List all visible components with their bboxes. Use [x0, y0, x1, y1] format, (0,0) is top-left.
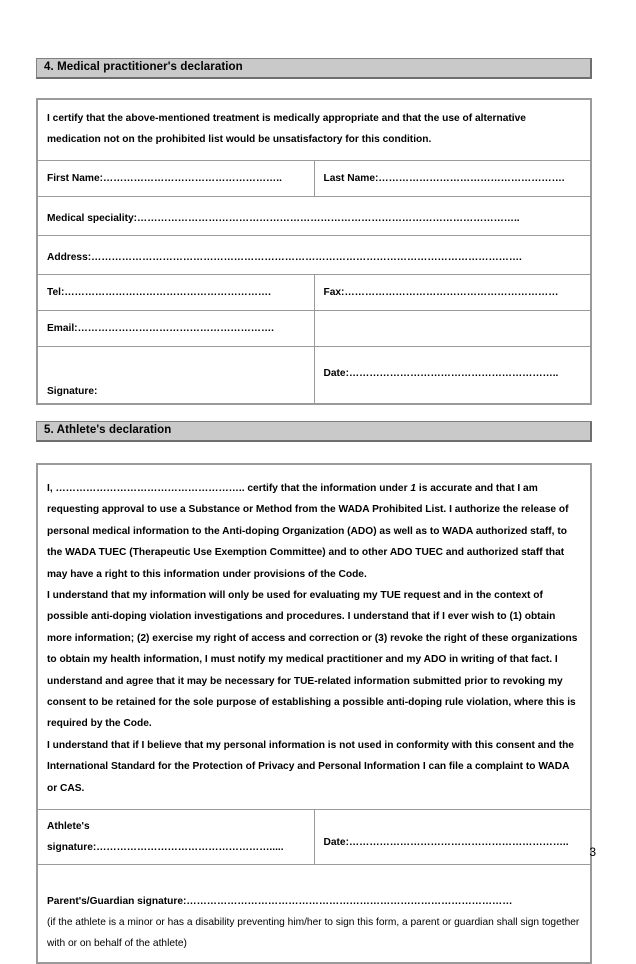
email-row-empty-cell — [314, 310, 591, 346]
table-row-signature-date — [38, 346, 591, 403]
guardian-signature-note: (if the athlete is a minor or has a disability preventing him/her to sign this form, a parent or guardian shall sign together with or on behalf of the athlete) — [47, 917, 580, 950]
athlete-signature-field[interactable] — [38, 810, 314, 864]
table-row-tel-fax — [38, 274, 591, 310]
declaration-reference-number: 1 — [410, 483, 417, 494]
athlete-signature-cell[interactable] — [38, 810, 315, 865]
date-field[interactable]: Date:…………………………………………………….. — [323, 367, 559, 379]
declaration-paragraph-2: I understand that my information will only be used for evaluating my TUE request and in the context of possible anti-doping violation investigations and procedures. I understand that if I ever wish to (1) obtain more information; (2) exercise my right of access and correction or (3) revoke the right of these organizations to obtain my health information, I must notify my medical practitioner and my ADO in writing of that fact. I understand and agree that it may be necessary for TUE-related information submitted prior to revoking my consent to be retained for the sole purpose of establishing a possible anti-doping rule violation, where this is required by the Code. — [47, 590, 578, 730]
guardian-signature-cell[interactable] — [38, 865, 591, 963]
section-header-medical-practitioner-declaration — [36, 58, 592, 79]
athlete-date-cell[interactable] — [314, 810, 591, 865]
medical-speciality-cell[interactable] — [38, 196, 591, 235]
fax-field[interactable]: Fax:……………………………………………………… — [323, 286, 559, 298]
page-number: 3 — [589, 845, 596, 859]
first-name-cell[interactable] — [38, 160, 315, 196]
email-field[interactable]: Email:…………………………………………………. — [47, 322, 274, 334]
first-name-field[interactable]: First Name:…………………………………………….. — [47, 172, 282, 184]
email-cell[interactable] — [38, 310, 315, 346]
section-header-label: 5. Athlete's declaration — [44, 424, 172, 436]
table-row-address — [38, 235, 591, 274]
medical-speciality-field[interactable]: Medical speciality:………………………………………………………………………………………………….. — [47, 212, 520, 224]
tel-cell[interactable] — [38, 274, 315, 310]
certify-cell — [38, 100, 591, 161]
signature-label: Signature: — [47, 385, 98, 397]
guardian-signature-field[interactable]: Parent's/Guardian signature:…………………………………………………………………………………… — [47, 896, 513, 908]
declaration-paragraph-3: I understand that if I believe that my personal information is not used in conformity with this consent and the International Standard for the Protection of Privacy and Personal Information I can file a complaint to WADA or CAS. — [47, 739, 574, 794]
table-row-guardian-signature — [38, 865, 591, 963]
date-cell[interactable] — [314, 346, 591, 403]
declaration-paragraph-1-post: is accurate and that I am requesting approval to use a Substance or Method from the WADA Prohibited List. I authorize the release of personal medical information to the Anti-doping Organization (ADO) as well as to WADA authorized staff, to the WADA TUEC (Therapeutic Use Exemption Committee) and to other ADO TUEC and authorized staff that may have a right to this information under provisions of the Code. — [47, 483, 569, 580]
table-row-declaration-text — [38, 465, 591, 810]
last-name-cell[interactable] — [314, 160, 591, 196]
guardian-signature-block[interactable] — [38, 865, 590, 962]
address-field[interactable]: Address:………………………………………………………………………………………………………………. — [47, 251, 522, 263]
declaration-paragraph-1 — [47, 478, 581, 585]
table-row-speciality — [38, 196, 591, 235]
athlete-date-field[interactable]: Date:……………………………………………………….. — [323, 837, 569, 849]
certify-text: I certify that the above-mentioned treatment is medically appropriate and that the use of alternative medication not on the prohibited list would be unsatisfactory for this condition. — [47, 113, 526, 146]
signature-cell[interactable] — [38, 346, 315, 403]
section-header-label: 4. Medical practitioner's declaration — [44, 61, 243, 73]
declaration-text-cell — [38, 465, 591, 810]
section-header-athlete-declaration — [36, 421, 592, 442]
fax-cell[interactable] — [314, 274, 591, 310]
athlete-declaration-table — [36, 463, 592, 964]
table-row-name — [38, 160, 591, 196]
tel-field[interactable]: Tel:……………………………………………………. — [47, 286, 271, 298]
declaration-paragraph-1-pre: I, ……………………………………………….. certify that the information under — [47, 483, 411, 494]
table-row-athlete-signature — [38, 810, 591, 865]
table-row-certify — [38, 100, 591, 161]
athlete-signature-label-line1: Athlete's — [47, 821, 90, 833]
address-cell[interactable] — [38, 235, 591, 274]
medical-practitioner-table — [36, 98, 592, 405]
table-row-email — [38, 310, 591, 346]
last-name-field[interactable]: Last Name:………………………………………………. — [323, 172, 565, 184]
athlete-signature-label-line2[interactable]: signature:……………………………………………..... — [47, 842, 284, 854]
